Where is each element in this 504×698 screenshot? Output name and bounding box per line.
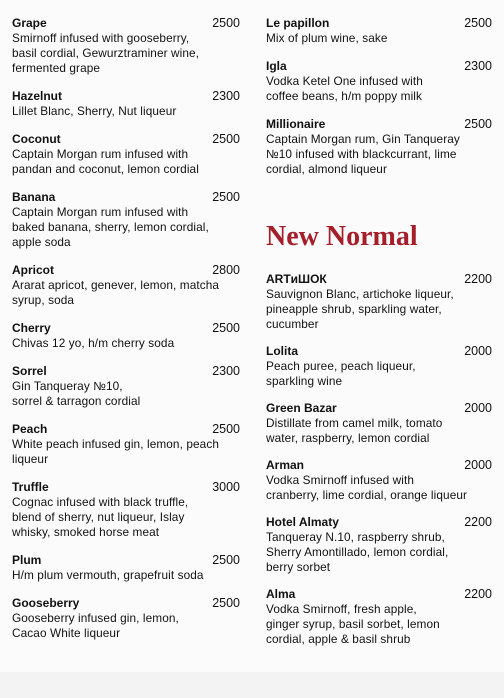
item-name: Banana <box>12 190 56 204</box>
item-description: pineapple shrub, sparkling water, <box>266 302 442 316</box>
item-description: Captain Morgan rum infused with <box>12 147 189 161</box>
item-name: Apricot <box>12 263 54 277</box>
item-price: 2500 <box>212 596 240 610</box>
item-price: 2000 <box>464 458 492 472</box>
item-price: 3000 <box>212 480 240 494</box>
item-description: White peach infused gin, lemon, peach <box>12 437 219 451</box>
item-price: 2300 <box>212 89 240 103</box>
item-name: Alma <box>266 587 296 601</box>
item-price: 2000 <box>464 344 492 358</box>
item-description: blend of sherry, nut liqueur, Islay <box>12 510 185 524</box>
item-description: coffee beans, h/m poppy milk <box>266 89 423 103</box>
item-price: 2800 <box>212 263 240 277</box>
item-price: 2200 <box>464 587 492 601</box>
item-name: Sorrel <box>12 364 47 378</box>
menu-item <box>12 364 240 409</box>
menu-item <box>266 515 492 575</box>
item-price: 2200 <box>464 515 492 529</box>
item-description: Tanqueray N.10, raspberry shrub, <box>266 530 445 544</box>
item-description: Gin Tanqueray №10, <box>12 379 123 393</box>
menu-item <box>12 553 240 583</box>
menu-column-right-bottom <box>266 272 492 647</box>
item-name: ARTиШОК <box>266 272 327 286</box>
item-price: 2500 <box>212 321 240 335</box>
item-description: baked banana, sherry, lemon cordial, <box>12 220 209 234</box>
item-price: 2300 <box>464 59 492 73</box>
menu-item <box>266 59 492 104</box>
item-description: Vodka Smirnoff, fresh apple, <box>266 602 417 616</box>
item-description: Cacao White liqueur <box>12 626 121 640</box>
item-description: whisky, smoked horse meat <box>12 525 160 539</box>
item-name: Grape <box>12 16 47 30</box>
menu-column-right-top <box>266 16 492 177</box>
item-description: Chivas 12 yo, h/m cherry soda <box>12 336 175 350</box>
item-description: Mix of plum wine, sake <box>266 31 388 45</box>
item-name: Peach <box>12 422 48 436</box>
item-description: Lillet Blanc, Sherry, Nut liqueur <box>12 104 177 118</box>
item-name: Le papillon <box>266 16 330 30</box>
item-description: syrup, soda <box>12 293 75 307</box>
item-price: 2200 <box>464 272 492 286</box>
item-description: apple soda <box>12 235 71 249</box>
menu-item <box>12 321 240 351</box>
item-name: Arman <box>266 458 305 472</box>
item-price: 2500 <box>212 553 240 567</box>
menu-item <box>266 16 492 46</box>
item-description: berry sorbet <box>266 560 331 574</box>
item-name: Green Bazar <box>266 401 337 415</box>
item-description: Sherry Amontillado, lemon cordial, <box>266 545 449 559</box>
item-price: 2500 <box>212 422 240 436</box>
item-price: 2500 <box>212 132 240 146</box>
item-description: Captain Morgan rum, Gin Tanqueray <box>266 132 460 146</box>
item-description: Distillate from camel milk, tomato <box>266 416 443 430</box>
item-description: №10 infused with blackcurrant, lime <box>266 147 457 161</box>
item-description: Peach puree, peach liqueur, <box>266 359 416 373</box>
item-description: Sauvignon Blanc, artichoke liqueur, <box>266 287 454 301</box>
section-title: New Normal <box>266 221 418 252</box>
item-description: sorrel & tarragon cordial <box>12 394 141 408</box>
menu-item <box>12 480 240 540</box>
menu-item <box>266 587 492 647</box>
item-description: pandan and coconut, lemon cordial <box>12 162 199 176</box>
item-price: 2500 <box>464 16 492 30</box>
item-description: cordial, almond liqueur <box>266 162 387 176</box>
menu-item <box>266 272 492 332</box>
item-description: Ararat apricot, genever, lemon, matcha <box>12 278 220 292</box>
item-price: 2000 <box>464 401 492 415</box>
menu-item <box>266 117 492 177</box>
item-description: cordial, apple & basil shrub <box>266 632 411 646</box>
item-description: liqueur <box>12 452 49 466</box>
item-name: Truffle <box>12 480 49 494</box>
item-name: Hazelnut <box>12 89 63 103</box>
menu-item <box>12 132 240 177</box>
menu-item <box>266 458 492 503</box>
item-description: basil cordial, Gewurztraminer wine, <box>12 46 200 60</box>
item-name: Lolita <box>266 344 298 358</box>
item-description: water, raspberry, lemon cordial <box>266 431 430 445</box>
item-description: Cognac infused with black truffle, <box>12 495 189 509</box>
item-price: 2500 <box>212 190 240 204</box>
menu-item <box>12 263 240 308</box>
item-description: Vodka Ketel One infused with <box>266 74 423 88</box>
item-price: 2500 <box>212 16 240 30</box>
menu-item <box>12 596 240 641</box>
item-description: cucumber <box>266 317 319 331</box>
menu-column-left <box>12 16 240 641</box>
item-name: Millionaire <box>266 117 326 131</box>
item-price: 2300 <box>212 364 240 378</box>
item-name: Plum <box>12 553 42 567</box>
menu-item <box>12 422 240 467</box>
item-description: H/m plum vermouth, grapefruit soda <box>12 568 204 582</box>
item-description: cranberry, lime cordial, orange liqueur <box>266 488 468 502</box>
item-description: fermented grape <box>12 61 101 75</box>
menu-item <box>12 190 240 250</box>
menu-item <box>266 401 492 446</box>
item-description: Captain Morgan rum infused with <box>12 205 189 219</box>
item-description: Smirnoff infused with gooseberry, <box>12 31 190 45</box>
item-price: 2500 <box>464 117 492 131</box>
menu-item <box>266 344 492 389</box>
item-description: ginger syrup, basil sorbet, lemon <box>266 617 440 631</box>
item-name: Hotel Almaty <box>266 515 339 529</box>
item-description: sparkling wine <box>266 374 343 388</box>
item-name: Cherry <box>12 321 51 335</box>
menu-item <box>12 16 240 76</box>
item-description: Gooseberry infused gin, lemon, <box>12 611 179 625</box>
item-name: Gooseberry <box>12 596 80 610</box>
item-description: Vodka Smirnoff infused with <box>266 473 415 487</box>
bottom-bar <box>0 672 504 698</box>
item-name: Igla <box>266 59 287 73</box>
menu-item <box>12 89 240 119</box>
item-name: Coconut <box>12 132 61 146</box>
